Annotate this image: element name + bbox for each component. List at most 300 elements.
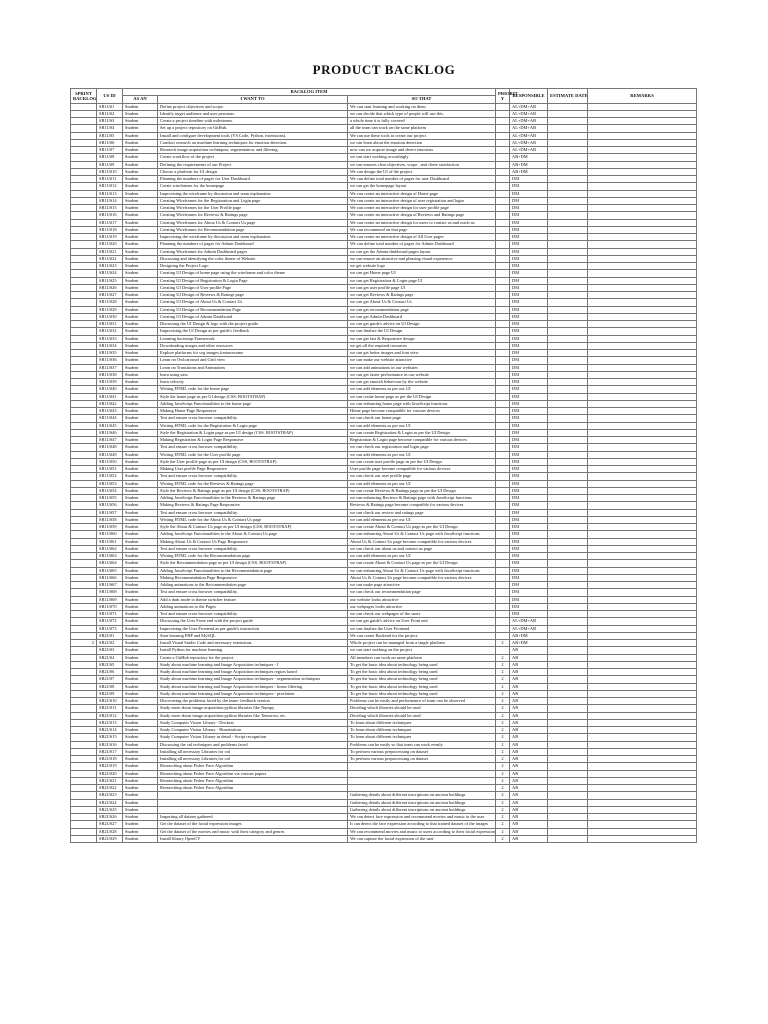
estimate-date-cell <box>548 277 588 284</box>
us-id-cell: SR1US68 <box>97 589 123 596</box>
priority-cell <box>496 567 510 574</box>
so-that-cell: Home page become compatible for various devices <box>348 408 496 415</box>
i-want-to-cell: Study more about image acquisition python libraries like Tensorow, etc. <box>158 712 348 719</box>
priority-cell: 2 <box>496 763 510 770</box>
responsible-cell: AB <box>510 828 548 835</box>
priority-cell <box>496 197 510 204</box>
estimate-date-cell <box>548 306 588 313</box>
table-row <box>71 219 697 226</box>
table-row <box>71 321 697 328</box>
priority-cell <box>496 234 510 241</box>
table-row <box>71 263 697 270</box>
i-want-to-cell: Add a dark mode to theme switcher feature <box>158 596 348 603</box>
header-us-id: US ID <box>97 89 123 104</box>
i-want-to-cell: Creating UI Design of User profile Page <box>158 284 348 291</box>
remarks-cell <box>588 661 697 668</box>
so-that-cell: It can detect the face expression according to that trained dataset of the images <box>348 821 496 828</box>
so-that-cell: We can create an interactive design of Reviews and Ratings page <box>348 212 496 219</box>
us-id-cell: SR2US3 <box>97 647 123 654</box>
us-id-cell: SR1US4 <box>97 125 123 132</box>
i-want-to-cell: Creating UI Design of home page using the wireframe and color theme <box>158 270 348 277</box>
responsible-cell: DM <box>510 248 548 255</box>
as-an-cell: Student <box>123 183 158 190</box>
estimate-date-cell <box>548 132 588 139</box>
estimate-date-cell <box>548 110 588 117</box>
i-want-to-cell: Making Recommendation Page Responsive <box>158 574 348 581</box>
i-want-to-cell: Defining the requirements of our Project <box>158 161 348 168</box>
as-an-cell: Student <box>123 379 158 386</box>
estimate-date-cell <box>548 183 588 190</box>
so-that-cell: To learn about different techniques <box>348 727 496 734</box>
estimate-date-cell <box>548 785 588 792</box>
estimate-date-cell <box>548 698 588 705</box>
i-want-to-cell: Study Computer Vision Library - Dockers <box>158 719 348 726</box>
us-id-cell: SR1US17 <box>97 219 123 226</box>
table-row <box>71 719 697 726</box>
remarks-cell <box>588 400 697 407</box>
remarks-cell <box>588 328 697 335</box>
sprint-cell <box>71 574 97 581</box>
as-an-cell: Student <box>123 219 158 226</box>
us-id-cell: SR2US10 <box>97 698 123 705</box>
responsible-cell: DM <box>510 560 548 567</box>
responsible-cell: DM <box>510 342 548 349</box>
remarks-cell <box>588 139 697 146</box>
priority-cell <box>496 299 510 306</box>
responsible-cell: AB+DM <box>510 161 548 168</box>
estimate-date-cell <box>548 574 588 581</box>
sprint-cell <box>71 741 97 748</box>
sprint-cell <box>71 785 97 792</box>
as-an-cell: Student <box>123 132 158 139</box>
responsible-cell: AB <box>510 712 548 719</box>
us-id-cell: SR1US12 <box>97 183 123 190</box>
so-that-cell: we can decide that which type of people will use this. <box>348 110 496 117</box>
so-that-cell: All members can work on same platform <box>348 654 496 661</box>
so-that-cell: We can create an interactive design of Home page <box>348 190 496 197</box>
remarks-cell <box>588 212 697 219</box>
priority-cell <box>496 393 510 400</box>
estimate-date-cell <box>548 154 588 161</box>
table-row <box>71 197 697 204</box>
so-that-cell: To get the basic idea about technology being used <box>348 676 496 683</box>
table-row <box>71 118 697 125</box>
i-want-to-cell: Install Visual Studio Code and necessary extensions. <box>158 640 348 647</box>
sprint-cell: 2 <box>71 640 97 647</box>
estimate-date-cell <box>548 821 588 828</box>
so-that-cell: our webpages looks attractive <box>348 603 496 610</box>
so-that-cell: we can check our user profile page <box>348 473 496 480</box>
us-id-cell: SR1US29 <box>97 306 123 313</box>
estimate-date-cell <box>548 248 588 255</box>
table-row <box>71 683 697 690</box>
sprint-cell <box>71 147 97 154</box>
priority-cell <box>496 168 510 175</box>
sprint-cell <box>71 110 97 117</box>
sprint-cell <box>71 676 97 683</box>
i-want-to-cell: Study about machine learning and Image Acquisition techniques - segmentation techniques <box>158 676 348 683</box>
estimate-date-cell <box>548 400 588 407</box>
remarks-cell <box>588 393 697 400</box>
remarks-cell <box>588 705 697 712</box>
remarks-cell <box>588 437 697 444</box>
remarks-cell <box>588 814 697 821</box>
table-row <box>71 611 697 618</box>
table-row <box>71 190 697 197</box>
sprint-cell <box>71 313 97 320</box>
so-that-cell: To get the basic idea about technology being used <box>348 683 496 690</box>
so-that-cell: we can get Reviews & Ratings page <box>348 292 496 299</box>
so-that-cell: Problems can be easily and performance of team can be observed <box>348 698 496 705</box>
us-id-cell: SR1US15 <box>97 205 123 212</box>
estimate-date-cell <box>548 342 588 349</box>
table-row <box>71 531 697 538</box>
as-an-cell: Student <box>123 313 158 320</box>
remarks-cell <box>588 473 697 480</box>
estimate-date-cell <box>548 705 588 712</box>
i-want-to-cell: Learn on Owlcarousel and Grid view <box>158 357 348 364</box>
estimate-date-cell <box>548 799 588 806</box>
sprint-cell <box>71 763 97 770</box>
i-want-to-cell: Study about machine learning and Image Acquisition techniques - linear filtering <box>158 683 348 690</box>
remarks-cell <box>588 806 697 813</box>
as-an-cell: Student <box>123 618 158 625</box>
i-want-to-cell: Creating Wireframes for About Us & Contact Us page <box>158 219 348 226</box>
sprint-cell <box>71 408 97 415</box>
table-row <box>71 632 697 639</box>
table-row <box>71 618 697 625</box>
i-want-to-cell: Explore platforms for svg images,fontawesome <box>158 350 348 357</box>
responsible-cell: AL+DM+AB <box>510 618 548 625</box>
remarks-cell <box>588 299 697 306</box>
responsible-cell: DM <box>510 545 548 552</box>
estimate-date-cell <box>548 321 588 328</box>
priority-cell <box>496 487 510 494</box>
priority-cell <box>496 139 510 146</box>
as-an-cell: Student <box>123 821 158 828</box>
us-id-cell: SR1US41 <box>97 393 123 400</box>
so-that-cell: We can create an interactive design for users to contact us and reach us <box>348 219 496 226</box>
sprint-cell <box>71 393 97 400</box>
as-an-cell: Student <box>123 647 158 654</box>
priority-cell: 2 <box>496 676 510 683</box>
remarks-cell <box>588 263 697 270</box>
i-want-to-cell: Researching about Fisher Face Algorithm <box>158 763 348 770</box>
i-want-to-cell: Learning bootstrap Framework <box>158 335 348 342</box>
i-want-to-cell: Writing HTML code for the About Us & Contact Us page <box>158 516 348 523</box>
estimate-date-cell <box>548 596 588 603</box>
responsible-cell: AB <box>510 719 548 726</box>
i-want-to-cell: Improvising the UI Design as per guide's feedback <box>158 328 348 335</box>
responsible-cell: AB <box>510 806 548 813</box>
estimate-date-cell <box>548 458 588 465</box>
us-id-cell: SR1US73 <box>97 625 123 632</box>
remarks-cell <box>588 422 697 429</box>
remarks-cell <box>588 321 697 328</box>
as-an-cell: Student <box>123 763 158 770</box>
sprint-cell <box>71 647 97 654</box>
priority-cell <box>496 241 510 248</box>
table-row <box>71 154 697 161</box>
so-that-cell: We can start learning and working on them <box>348 103 496 110</box>
so-that-cell <box>348 777 496 784</box>
estimate-date-cell <box>548 640 588 647</box>
table-row <box>71 509 697 516</box>
table-row <box>71 444 697 451</box>
responsible-cell: AL+DM+AB <box>510 118 548 125</box>
responsible-cell: DM <box>510 292 548 299</box>
responsible-cell: AB <box>510 705 548 712</box>
responsible-cell: AL+DM+AB <box>510 125 548 132</box>
estimate-date-cell <box>548 415 588 422</box>
so-that-cell: Deciding which libraries should be used <box>348 705 496 712</box>
estimate-date-cell <box>548 719 588 726</box>
remarks-cell <box>588 756 697 763</box>
table-row <box>71 741 697 748</box>
i-want-to-cell: Writing HTML code for the Reviews & Ratings page <box>158 480 348 487</box>
as-an-cell: Student <box>123 197 158 204</box>
i-want-to-cell: Study about machine learning and Image Acquisition techniques - I <box>158 661 348 668</box>
priority-cell <box>496 545 510 552</box>
table-row <box>71 785 697 792</box>
estimate-date-cell <box>548 669 588 676</box>
table-row <box>71 408 697 415</box>
responsible-cell: AB <box>510 698 548 705</box>
responsible-cell: AB <box>510 676 548 683</box>
so-that-cell: About Us & Contact Us page become compatible for various devices <box>348 538 496 545</box>
responsible-cell: DM <box>510 603 548 610</box>
as-an-cell: Student <box>123 756 158 763</box>
us-id-cell: SR2US17 <box>97 748 123 755</box>
sprint-cell <box>71 357 97 364</box>
us-id-cell: SR1US21 <box>97 248 123 255</box>
sprint-cell <box>71 342 97 349</box>
so-that-cell: we can get About Us & Contact Us <box>348 299 496 306</box>
remarks-cell <box>588 197 697 204</box>
as-an-cell: Student <box>123 212 158 219</box>
i-want-to-cell: Style the Recommendation page as per UI design (CSS, BOOTSTRAP) <box>158 560 348 567</box>
responsible-cell: AB <box>510 647 548 654</box>
header-responsible: RESPONSIBLE <box>510 89 548 104</box>
sprint-cell <box>71 335 97 342</box>
so-that-cell: To learn about different techniques <box>348 734 496 741</box>
as-an-cell: Student <box>123 154 158 161</box>
priority-cell <box>496 625 510 632</box>
responsible-cell: DM <box>510 183 548 190</box>
remarks-cell <box>588 567 697 574</box>
remarks-cell <box>588 342 697 349</box>
sprint-cell <box>71 212 97 219</box>
header-backlog-item: BACKLOG ITEM <box>123 89 496 96</box>
as-an-cell: Student <box>123 538 158 545</box>
priority-cell <box>496 458 510 465</box>
i-want-to-cell: Discovering the problems faced by the team- feedback session <box>158 698 348 705</box>
as-an-cell: Student <box>123 741 158 748</box>
i-want-to-cell: Install Python for machine learning <box>158 647 348 654</box>
table-row <box>71 161 697 168</box>
as-an-cell: Student <box>123 168 158 175</box>
estimate-date-cell <box>548 734 588 741</box>
so-that-cell: Whole project can be managed from a single platform <box>348 640 496 647</box>
i-want-to-cell: Installing all necessary Libraries for cnl <box>158 748 348 755</box>
i-want-to-cell: Improvising the wireframe by discussion and team explanation <box>158 234 348 241</box>
table-row <box>71 342 697 349</box>
sprint-cell <box>71 509 97 516</box>
header-remarks: REMARKS <box>588 89 697 104</box>
i-want-to-cell: Discussing the cnl techniques and problems faced <box>158 741 348 748</box>
priority-cell <box>496 255 510 262</box>
remarks-cell <box>588 603 697 610</box>
remarks-cell <box>588 777 697 784</box>
as-an-cell: Student <box>123 828 158 835</box>
table-row <box>71 705 697 712</box>
us-id-cell: SR1US46 <box>97 429 123 436</box>
as-an-cell: Student <box>123 676 158 683</box>
remarks-cell <box>588 241 697 248</box>
sprint-cell <box>71 103 97 110</box>
i-want-to-cell: learn velocity <box>158 379 348 386</box>
table-row <box>71 502 697 509</box>
so-that-cell: we can get faster performance in our website <box>348 371 496 378</box>
remarks-cell <box>588 727 697 734</box>
us-id-cell: SR1US23 <box>97 263 123 270</box>
as-an-cell: Student <box>123 364 158 371</box>
us-id-cell: SR1US2 <box>97 110 123 117</box>
sprint-cell <box>71 379 97 386</box>
responsible-cell: DM <box>510 277 548 284</box>
so-that-cell: we can enhancing About Us & Contact Us page with JavaScript functions <box>348 531 496 538</box>
as-an-cell: Student <box>123 719 158 726</box>
as-an-cell: Student <box>123 683 158 690</box>
so-that-cell: To perform various preprocessing on dataset <box>348 748 496 755</box>
responsible-cell: AL+DM+AB <box>510 103 548 110</box>
sprint-cell <box>71 560 97 567</box>
as-an-cell: Student <box>123 806 158 813</box>
sprint-cell <box>71 524 97 531</box>
table-row <box>71 270 697 277</box>
priority-cell <box>496 582 510 589</box>
remarks-cell <box>588 408 697 415</box>
remarks-cell <box>588 219 697 226</box>
as-an-cell: Student <box>123 270 158 277</box>
so-that-cell: our website looks attractive <box>348 596 496 603</box>
responsible-cell: DM <box>510 415 548 422</box>
responsible-cell: DM <box>510 437 548 444</box>
us-id-cell: SR1US60 <box>97 531 123 538</box>
us-id-cell: SR2US7 <box>97 676 123 683</box>
us-id-cell: SR1US57 <box>97 509 123 516</box>
table-row <box>71 582 697 589</box>
sprint-cell <box>71 125 97 132</box>
responsible-cell: AB <box>510 777 548 784</box>
priority-cell: 2 <box>496 712 510 719</box>
responsible-cell: DM <box>510 408 548 415</box>
us-id-cell: SR1US25 <box>97 277 123 284</box>
priority-cell <box>496 125 510 132</box>
table-row <box>71 828 697 835</box>
so-that-cell: we can get Home page UI <box>348 270 496 277</box>
as-an-cell: Student <box>123 632 158 639</box>
header-sprint-backlog: SPRINT BACKLOG <box>71 89 97 104</box>
responsible-cell: DM <box>510 371 548 378</box>
so-that-cell: we can get fast & Responsive design <box>348 335 496 342</box>
table-row <box>71 437 697 444</box>
sprint-cell <box>71 727 97 734</box>
responsible-cell: DM <box>510 393 548 400</box>
table-row <box>71 371 697 378</box>
remarks-cell <box>588 741 697 748</box>
sprint-cell <box>71 328 97 335</box>
priority-cell <box>496 444 510 451</box>
estimate-date-cell <box>548 161 588 168</box>
remarks-cell <box>588 748 697 755</box>
priority-cell <box>496 574 510 581</box>
sprint-cell <box>71 698 97 705</box>
responsible-cell: DM <box>510 234 548 241</box>
remarks-cell <box>588 357 697 364</box>
i-want-to-cell: Making Registration & Login Page Responsive <box>158 437 348 444</box>
responsible-cell: DM <box>510 379 548 386</box>
responsible-cell: DM <box>510 313 548 320</box>
so-that-cell: we can get better images and font view <box>348 350 496 357</box>
as-an-cell: Student <box>123 625 158 632</box>
remarks-cell <box>588 466 697 473</box>
table-row <box>71 640 697 647</box>
us-id-cell: SR1US64 <box>97 560 123 567</box>
responsible-cell: DM <box>510 516 548 523</box>
us-id-cell: SR1US56 <box>97 502 123 509</box>
as-an-cell: Student <box>123 690 158 697</box>
sprint-cell <box>71 386 97 393</box>
estimate-date-cell <box>548 328 588 335</box>
priority-cell: 2 <box>496 756 510 763</box>
priority-cell <box>496 400 510 407</box>
sprint-cell <box>71 350 97 357</box>
table-row <box>71 574 697 581</box>
estimate-date-cell <box>548 226 588 233</box>
so-that-cell: we can check our review and ratings page <box>348 509 496 516</box>
priority-cell: 2 <box>496 669 510 676</box>
as-an-cell: Student <box>123 147 158 154</box>
table-row <box>71 364 697 371</box>
responsible-cell: AB <box>510 661 548 668</box>
us-id-cell: SR1US65 <box>97 567 123 574</box>
remarks-cell <box>588 415 697 422</box>
sprint-cell <box>71 690 97 697</box>
table-row <box>71 176 697 183</box>
remarks-cell <box>588 379 697 386</box>
i-want-to-cell: Test and ensure cross browser compatibility. <box>158 415 348 422</box>
us-id-cell: SR2US9 <box>97 690 123 697</box>
estimate-date-cell <box>548 777 588 784</box>
responsible-cell: DM <box>510 538 548 545</box>
sprint-cell <box>71 799 97 806</box>
table-row <box>71 226 697 233</box>
sprint-cell <box>71 444 97 451</box>
sprint-cell <box>71 371 97 378</box>
priority-cell <box>496 335 510 342</box>
responsible-cell: DM <box>510 422 548 429</box>
remarks-cell <box>588 560 697 567</box>
priority-cell <box>496 118 510 125</box>
us-id-cell: SR1US32 <box>97 328 123 335</box>
responsible-cell: AB <box>510 799 548 806</box>
table-row <box>71 132 697 139</box>
remarks-cell <box>588 785 697 792</box>
so-that-cell: To learn about different techniques <box>348 719 496 726</box>
priority-cell: 2 <box>496 654 510 661</box>
remarks-cell <box>588 226 697 233</box>
